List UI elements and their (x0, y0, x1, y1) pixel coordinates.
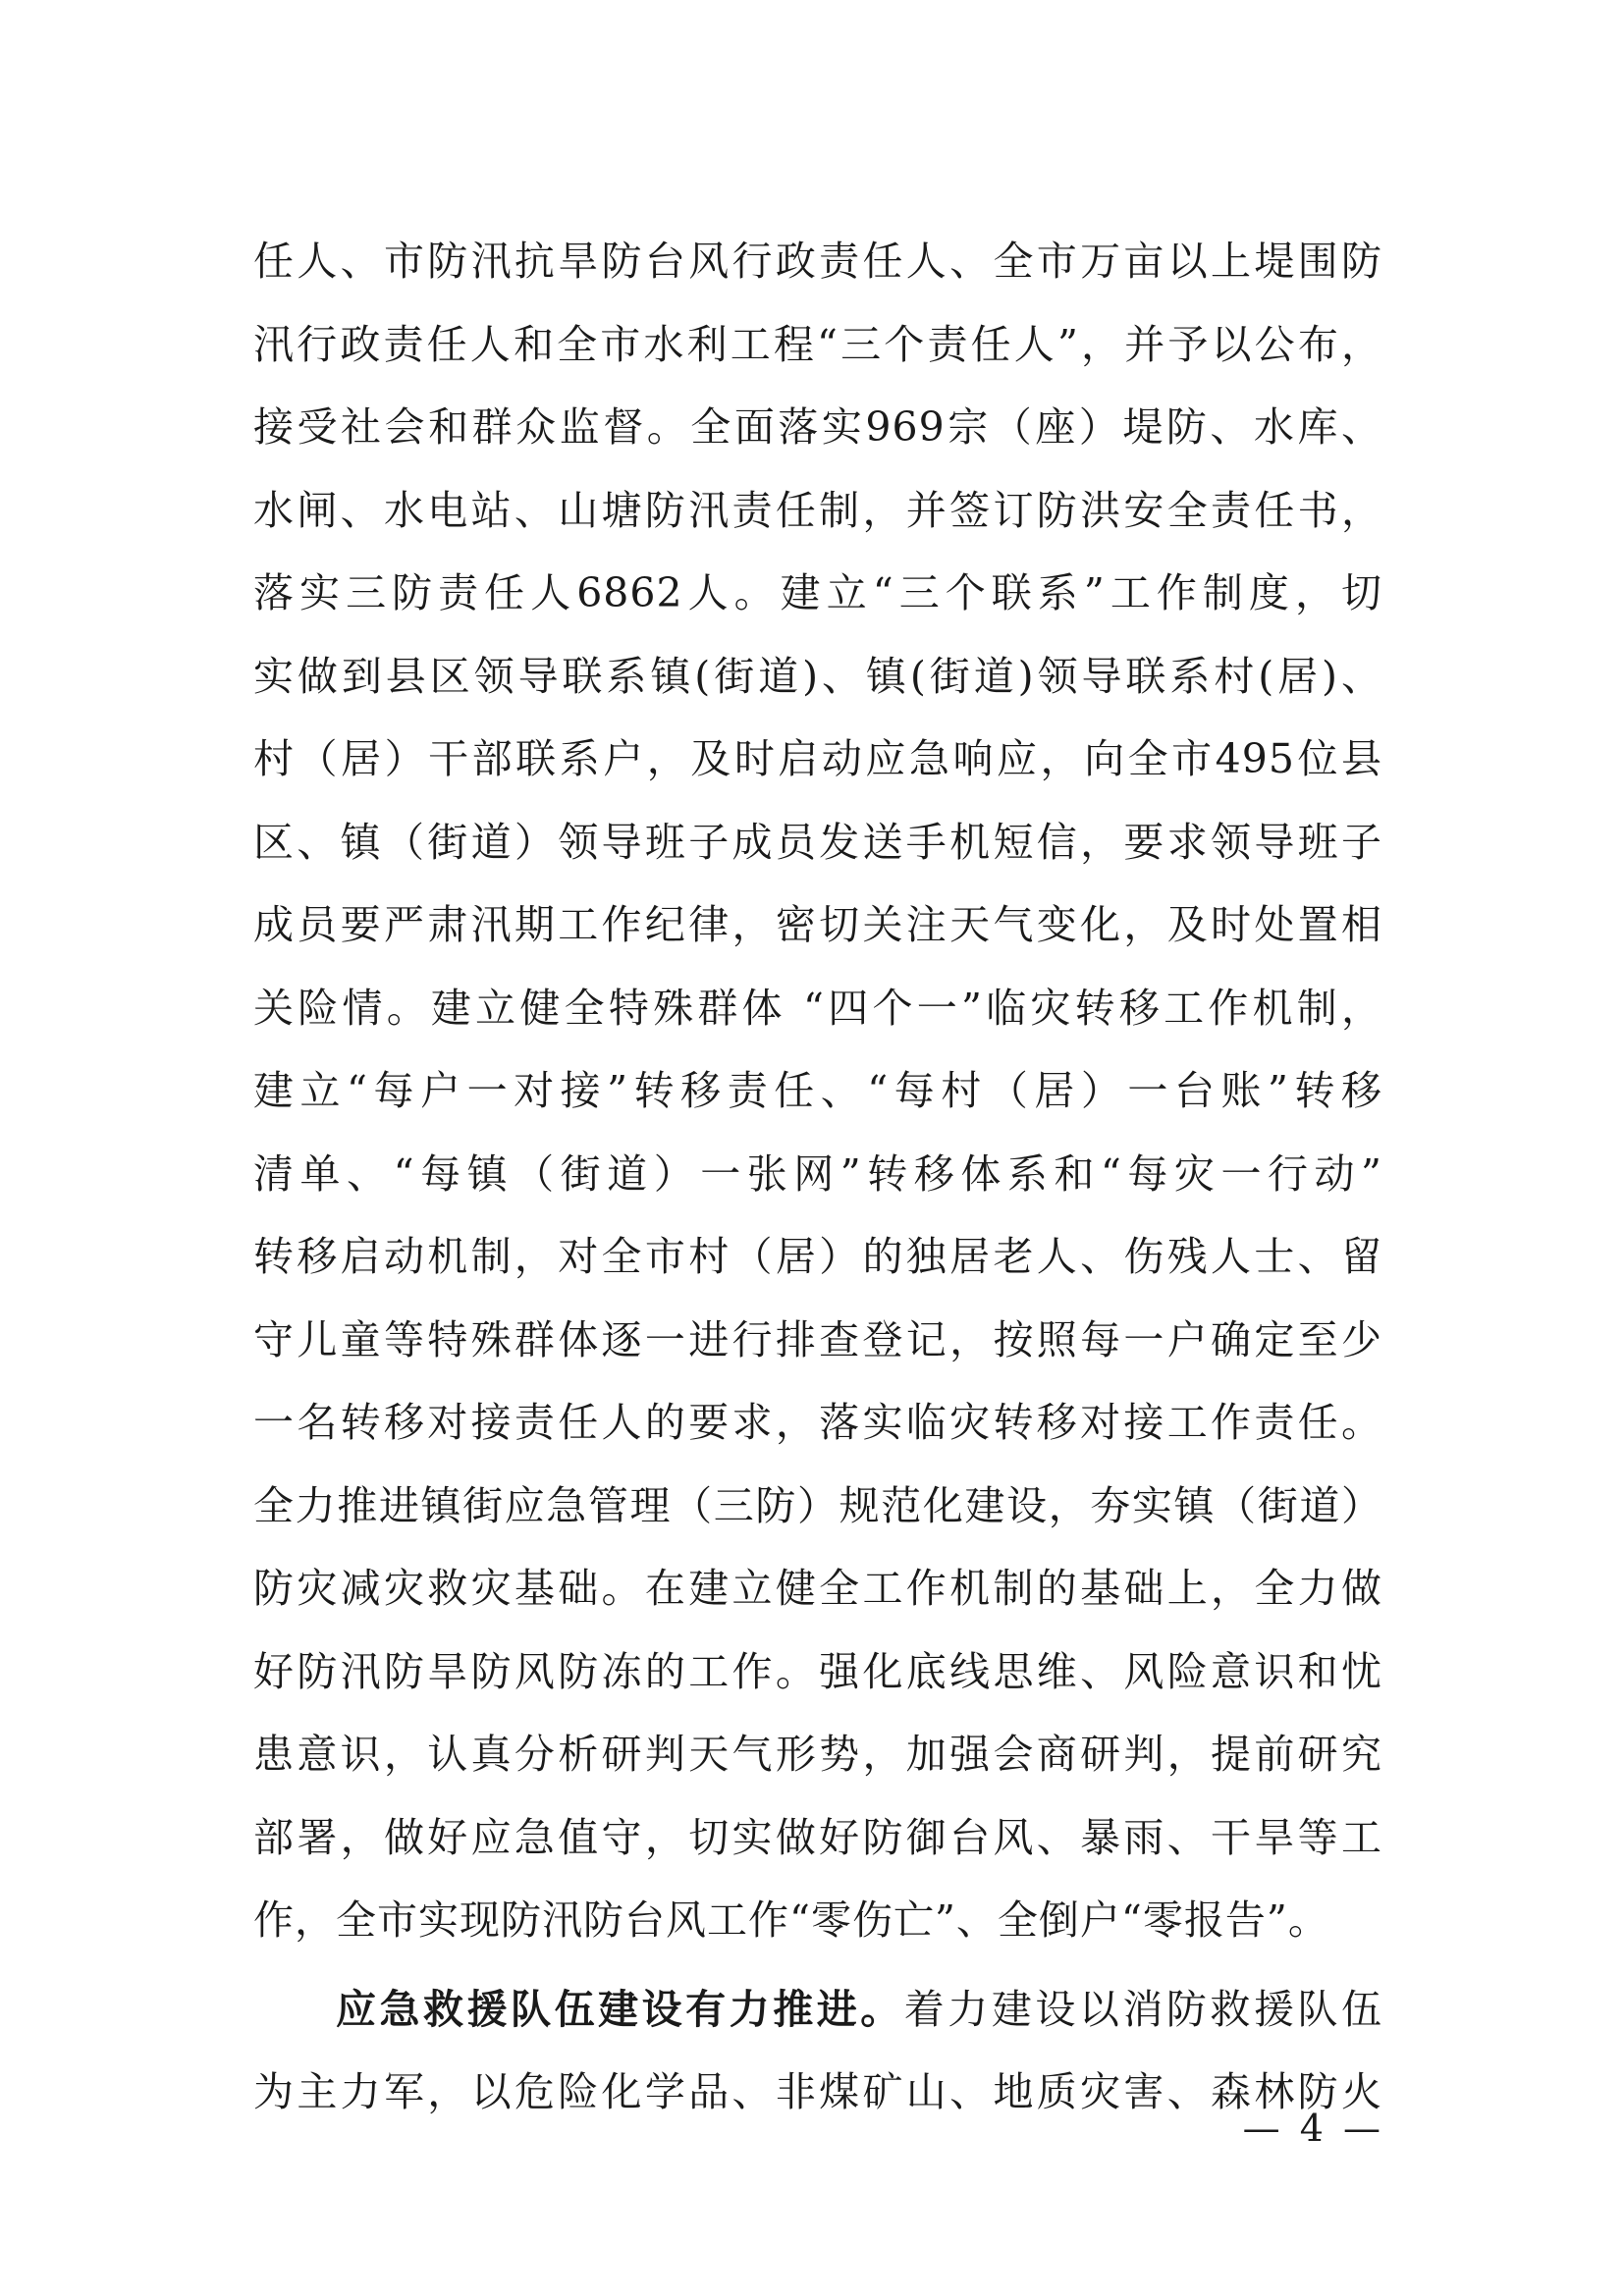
paragraph2-line1-text: 着力建设以消防救援队伍 (903, 1985, 1382, 2033)
paragraph2-first-line (253, 1968, 1382, 2052)
text-line: 好防汛防旱防风防冻的工作。强化底线思维、风险意识和忧 (253, 1647, 1382, 1695)
text-line: 区、镇（街道）领导班子成员发送手机短信，要求领导班子 (253, 818, 1382, 866)
text-line: 接受社会和群众监督。全面落实969宗（座）堤防、水库、 (253, 403, 1382, 451)
text-line: 防灾减灾救灾基础。在建立健全工作机制的基础上，全力做 (253, 1565, 1382, 1612)
text-line: 汛行政责任人和全市水利工程“三个责任人”，并予以公布， (253, 320, 1382, 368)
page-number: — 4 — (1242, 2107, 1384, 2150)
text-line: 部署，做好应急值守，切实做好防御台风、暴雨、干旱等工 (253, 1813, 1382, 1861)
text-line: 清单、“每镇（街道）一张网”转移体系和“每灾一行动” (253, 1149, 1382, 1198)
text-line: 实做到县区领导联系镇(街道)、镇(街道)领导联系村(居)、 (253, 652, 1382, 700)
text-line: 建立“每户一对接”转移责任、“每村（居）一台账”转移 (253, 1067, 1382, 1114)
body-text (253, 220, 1382, 2134)
text-line: 作，全市实现防汛防台风工作“零伤亡”、全倒户“零报告”。 (253, 1896, 1329, 1944)
text-line: 任人、市防汛抗旱防台风行政责任人、全市万亩以上堤围防 (253, 238, 1382, 285)
text-line: 成员要严肃汛期工作纪律，密切关注天气变化，及时处置相 (253, 901, 1382, 948)
text-line: 全力推进镇街应急管理（三防）规范化建设，夯实镇（街道） (253, 1481, 1382, 1529)
text-line: 为主力军，以危险化学品、非煤矿山、地质灾害、森林防火 (253, 2068, 1382, 2115)
text-line: 关险情。建立健全特殊群体 “四个一”临灾转移工作机制， (253, 984, 1382, 1032)
text-line: 患意识，认真分析研判天气形势，加强会商研判，提前研究 (253, 1731, 1382, 1778)
paragraph-lead-heading: 应急救援队伍建设有力推进。 (336, 1985, 904, 2033)
text-line: 转移启动机制，对全市村（居）的独居老人、伤残人士、留 (253, 1233, 1382, 1280)
text-line: 一名转移对接责任人的要求，落实临灾转移对接工作责任。 (253, 1399, 1382, 1446)
text-line: 水闸、水电站、山塘防汛责任制，并签订防洪安全责任书， (253, 486, 1382, 534)
text-line: 落实三防责任人6862人。建立“三个联系”工作制度，切 (253, 569, 1382, 616)
text-line: 守儿童等特殊群体逐一进行排查登记，按照每一户确定至少 (253, 1315, 1382, 1363)
text-line: 村（居）干部联系户，及时启动应急响应，向全市495位县 (253, 735, 1382, 782)
